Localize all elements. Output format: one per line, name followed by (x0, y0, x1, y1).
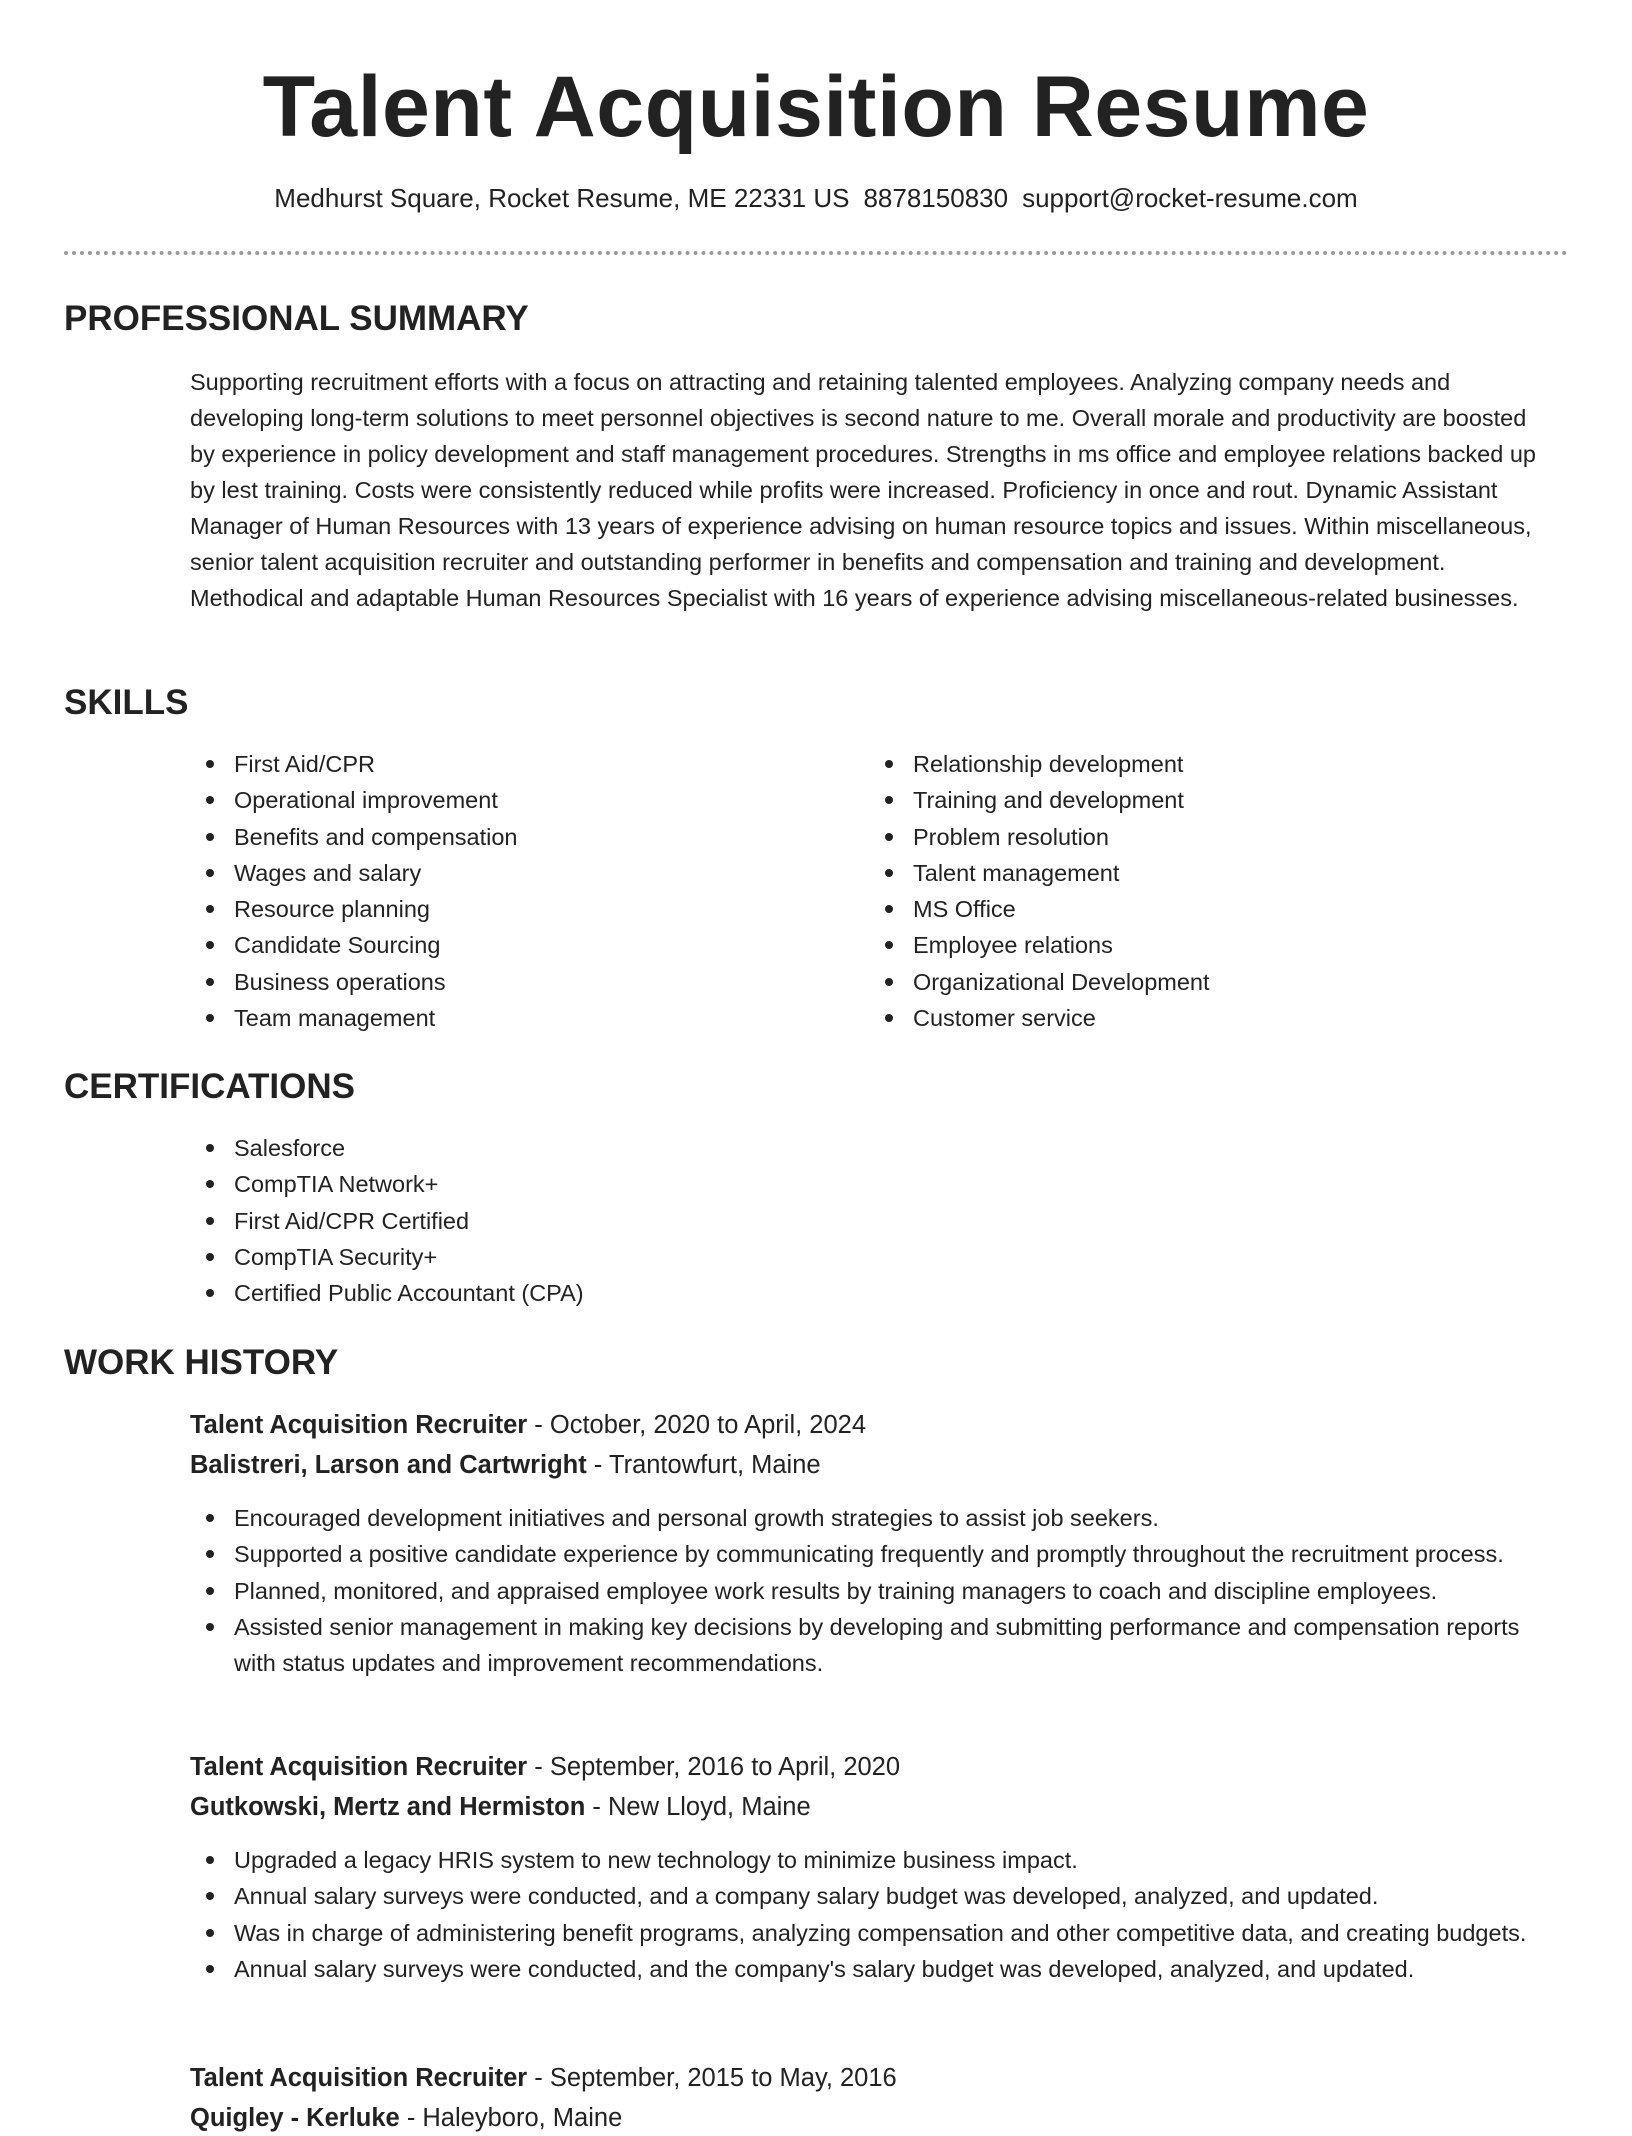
certifications-list (190, 1130, 1090, 1311)
skill-item: Resource planning (190, 891, 830, 927)
job-company: Gutkowski, Mertz and Hermiston (190, 1793, 586, 1821)
skill-item: Employee relations (869, 927, 1529, 963)
skill-item: Benefits and compensation (190, 819, 830, 855)
certification-item: CompTIA Network+ (190, 1166, 1090, 1202)
certification-item: Salesforce (190, 1130, 1090, 1166)
work-history-heading: WORK HISTORY (64, 1343, 339, 1382)
certification-item: First Aid/CPR Certified (190, 1203, 1090, 1239)
summary-text: Supporting recruitment efforts with a focus on attracting and retaining talented employees. Analyzing company needs and developing long-term solutions to meet personnel objectives is second nature to me. Overall morale and productivity are boosted by experience in policy development and staff management procedures. Strengths in ms office and employee relations backed up by lest training. Costs were consistently reduced while profits were increased. Proficiency in once and rout. Dynamic Assistant Manager of Human Resources with 13 years of experience advising on human resource topics and issues. Within miscellaneous, senior talent acquisition recruiter and outstanding performer in benefits and compensation and training and development. Methodical and adaptable Human Resources Specialist with 16 years of experience advising miscellaneous-related businesses. (190, 369, 1536, 611)
contact-line (0, 180, 1632, 216)
job-title-line (190, 1407, 866, 1443)
skill-item: Customer service (869, 1000, 1529, 1036)
job-location: - Haleyboro, Maine (399, 2104, 623, 2132)
job-title-line (190, 1749, 900, 1785)
skill-item: First Aid/CPR (190, 746, 830, 782)
skills-list-right (869, 746, 1529, 1036)
skill-item: Talent management (869, 855, 1529, 891)
job-company-line (190, 2100, 622, 2136)
skills-heading: SKILLS (64, 683, 189, 722)
skill-item: Problem resolution (869, 819, 1529, 855)
job-duties-list (190, 1842, 1530, 1987)
job-dates: - October, 2020 to April, 2024 (527, 1411, 867, 1439)
summary-heading: PROFESSIONAL SUMMARY (64, 299, 529, 338)
job-dates: - September, 2015 to May, 2016 (527, 2064, 897, 2092)
certifications-heading: CERTIFICATIONS (64, 1067, 356, 1106)
header-divider (64, 251, 1568, 255)
job-duty: Encouraged development initiatives and personal growth strategies to assist job seekers. (190, 1500, 1530, 1536)
job-duty: Annual salary surveys were conducted, and the company's salary budget was developed, analyzed, and updated. (190, 1951, 1530, 1987)
job-company: Quigley - Kerluke (190, 2104, 400, 2132)
job-company-line (190, 1447, 821, 1483)
skill-item: Candidate Sourcing (190, 927, 830, 963)
skill-item: Training and development (869, 782, 1529, 818)
job-company: Balistreri, Larson and Cartwright (190, 1451, 587, 1479)
job-duty: Supported a positive candidate experience by communicating frequently and promptly throughout the recruitment process. (190, 1536, 1530, 1572)
skill-item: Business operations (190, 964, 830, 1000)
job-title: Talent Acquisition Recruiter (190, 1753, 528, 1781)
skill-item: Relationship development (869, 746, 1529, 782)
skills-list-left (190, 746, 830, 1036)
certification-item: Certified Public Accountant (CPA) (190, 1275, 1090, 1311)
contact-address: Medhurst Square, Rocket Resume, ME 22331 US (274, 183, 850, 213)
job-duties-list (190, 1500, 1530, 1681)
job-location: - New Lloyd, Maine (585, 1793, 811, 1821)
job-duty: Upgraded a legacy HRIS system to new technology to minimize business impact. (190, 1842, 1530, 1878)
resume-name: Talent Acquisition Resume (262, 59, 1370, 155)
job-title: Talent Acquisition Recruiter (190, 2064, 528, 2092)
contact-phone: 8878150830 (863, 183, 1009, 213)
job-duty: Was in charge of administering benefit programs, analyzing compensation and other competitive data, and creating budgets. (190, 1915, 1530, 1951)
job-duty: Assisted senior management in making key decisions by developing and submitting performance and compensation reports with status updates and improvement recommendations. (190, 1609, 1530, 1682)
job-title-line (190, 2060, 897, 2096)
skill-item: Wages and salary (190, 855, 830, 891)
skill-item: Team management (190, 1000, 830, 1036)
certification-item: CompTIA Security+ (190, 1239, 1090, 1275)
job-location: - Trantowfurt, Maine (586, 1451, 821, 1479)
job-company-line (190, 1789, 811, 1825)
job-title: Talent Acquisition Recruiter (190, 1411, 528, 1439)
job-dates: - September, 2016 to April, 2020 (527, 1753, 901, 1781)
skill-item: MS Office (869, 891, 1529, 927)
skill-item: Organizational Development (869, 964, 1529, 1000)
skill-item: Operational improvement (190, 782, 830, 818)
job-duty: Planned, monitored, and appraised employee work results by training managers to coach and discipline employees. (190, 1573, 1530, 1609)
contact-email: support@rocket-resume.com (1022, 183, 1358, 213)
job-duty: Annual salary surveys were conducted, and a company salary budget was developed, analyzed, and updated. (190, 1878, 1530, 1914)
